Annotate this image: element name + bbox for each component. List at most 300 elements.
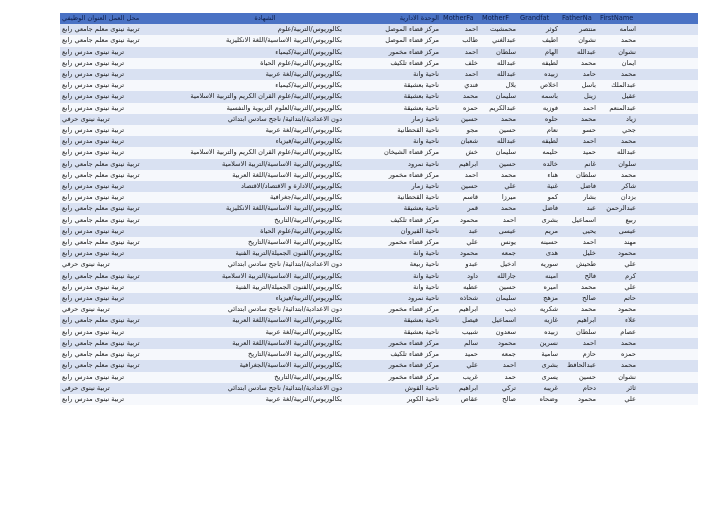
cell-first-name[interactable]: علي: [598, 259, 638, 270]
cell-mother-father[interactable]: محمد: [441, 91, 480, 102]
cell-mother-father[interactable]: سالم: [441, 338, 480, 349]
table-row[interactable]: [60, 125, 698, 136]
cell-mother-father[interactable]: طالب: [441, 35, 480, 46]
cell-certificate[interactable]: بكالوريوس/التربية الاساسية/اللغة العربية: [186, 338, 344, 349]
cell-job-title[interactable]: تربية نينوى حرفي: [60, 383, 186, 394]
cell-grandfather[interactable]: سوريه: [518, 259, 560, 270]
header-first-name[interactable]: FirstName: [598, 13, 638, 24]
cell-father-name[interactable]: احمد: [560, 136, 598, 147]
cell-unit[interactable]: مركز قضاء مخمور: [344, 237, 441, 248]
cell-mother-first[interactable]: سليمان: [480, 147, 518, 158]
cell-father-name[interactable]: حسين: [560, 372, 598, 383]
cell-unit[interactable]: ناحية بعشيقة: [344, 91, 441, 102]
table-row[interactable]: [60, 114, 698, 125]
cell-mother-father[interactable]: علي: [441, 237, 480, 248]
cell-first-name[interactable]: مهند: [598, 237, 638, 248]
cell-mother-first[interactable]: محمد: [480, 203, 518, 214]
cell-mother-father[interactable]: حميد: [441, 349, 480, 360]
table-row[interactable]: [60, 259, 698, 270]
cell-unit[interactable]: مركز قضاء تلكيف: [344, 349, 441, 360]
cell-job-title[interactable]: تربية نينوى معلم جامعي رابع: [60, 159, 186, 170]
cell-grandfather[interactable]: لطيفه: [518, 136, 560, 147]
cell-mother-first[interactable]: صالح: [480, 394, 518, 405]
cell-unit[interactable]: مركز قضاء مخمور: [344, 360, 441, 371]
cell-father-name[interactable]: نشوان: [560, 35, 598, 46]
cell-job-title[interactable]: تربية نينوى مدرس رابع: [60, 80, 186, 91]
cell-mother-first[interactable]: حسين: [480, 159, 518, 170]
cell-mother-father[interactable]: حسين: [441, 114, 480, 125]
cell-father-name[interactable]: خليل: [560, 248, 598, 259]
cell-mother-father[interactable]: علي: [441, 360, 480, 371]
cell-certificate[interactable]: بكالوريوس/التربية/علوم القران الكريم والتربية الاسلامية: [186, 147, 344, 158]
cell-certificate[interactable]: بكالوريوس/التربية/لغة عربية: [186, 69, 344, 80]
cell-first-name[interactable]: ربيع: [598, 215, 638, 226]
cell-first-name[interactable]: عبدالله: [598, 147, 638, 158]
cell-first-name[interactable]: عبدالملك: [598, 80, 638, 91]
cell-unit[interactable]: مركز قضاء الموصل: [344, 35, 441, 46]
cell-job-title[interactable]: تربية نينوى مدرس رابع: [60, 248, 186, 259]
cell-unit[interactable]: ناحية زمار: [344, 114, 441, 125]
cell-job-title[interactable]: تربية نينوى معلم جامعي رابع: [60, 271, 186, 282]
cell-grandfather[interactable]: زبيده: [518, 327, 560, 338]
cell-grandfather[interactable]: كمو: [518, 192, 560, 203]
cell-mother-father[interactable]: غريب: [441, 372, 480, 383]
cell-first-name[interactable]: عيسى: [598, 226, 638, 237]
cell-mother-father[interactable]: احمد: [441, 170, 480, 181]
cell-certificate[interactable]: بكالوريوس/التربية/كيمياء: [186, 80, 344, 91]
cell-grandfather[interactable]: مريم: [518, 226, 560, 237]
cell-first-name[interactable]: محمد: [598, 136, 638, 147]
cell-job-title[interactable]: تربية نينوى مدرس رابع: [60, 103, 186, 114]
cell-first-name[interactable]: محمود: [598, 304, 638, 315]
table-row[interactable]: [60, 136, 698, 147]
cell-mother-first[interactable]: سليمان: [480, 293, 518, 304]
cell-job-title[interactable]: تربية نينوى مدرس رابع: [60, 327, 186, 338]
cell-mother-father[interactable]: عطيه: [441, 282, 480, 293]
cell-father-name[interactable]: عبدالله: [560, 47, 598, 58]
cell-certificate[interactable]: بكالوريوس/التربية/التاريخ: [186, 215, 344, 226]
cell-unit[interactable]: ناحية بعشيقة: [344, 203, 441, 214]
cell-unit[interactable]: ناحية نمرود: [344, 159, 441, 170]
cell-mother-first[interactable]: ادخيل: [480, 259, 518, 270]
cell-grandfather[interactable]: غازيه: [518, 315, 560, 326]
cell-grandfather[interactable]: لطيفه: [518, 58, 560, 69]
cell-mother-father[interactable]: شعبان: [441, 136, 480, 147]
cell-mother-father[interactable]: احمد: [441, 47, 480, 58]
cell-first-name[interactable]: محمد: [598, 338, 638, 349]
cell-first-name[interactable]: علي: [598, 282, 638, 293]
cell-certificate[interactable]: بكالوريوس/التربية الاساسية/التربية الاسلامية: [186, 159, 344, 170]
table-row[interactable]: [60, 203, 698, 214]
table-row[interactable]: [60, 80, 698, 91]
cell-job-title[interactable]: تربية نينوى معلم جامعي رابع: [60, 349, 186, 360]
cell-unit[interactable]: ناحية بعشيقة: [344, 315, 441, 326]
cell-father-name[interactable]: محمد: [560, 304, 598, 315]
cell-father-name[interactable]: محمد: [560, 114, 598, 125]
cell-grandfather[interactable]: يسرى: [518, 372, 560, 383]
cell-job-title[interactable]: تربية نينوى معلم جامعي رابع: [60, 315, 186, 326]
cell-father-name[interactable]: سلطان: [560, 327, 598, 338]
cell-certificate[interactable]: بكالوريوس/التربية الاساسية/الجغرافية: [186, 360, 344, 371]
cell-father-name[interactable]: باسل: [560, 80, 598, 91]
cell-mother-father[interactable]: خش: [441, 147, 480, 158]
cell-job-title[interactable]: تربية نينوى مدرس رابع: [60, 282, 186, 293]
table-row[interactable]: [60, 394, 698, 405]
table-row[interactable]: [60, 181, 698, 192]
cell-certificate[interactable]: بكالوريوس/الادارة و الاقتصاد/الاقتصاد: [186, 181, 344, 192]
cell-grandfather[interactable]: وضحاه: [518, 394, 560, 405]
cell-first-name[interactable]: حمزه: [598, 349, 638, 360]
cell-grandfather[interactable]: غريبه: [518, 383, 560, 394]
cell-first-name[interactable]: بزدان: [598, 192, 638, 203]
cell-first-name[interactable]: نشوان: [598, 47, 638, 58]
cell-father-name[interactable]: عبد: [560, 203, 598, 214]
table-row[interactable]: [60, 24, 698, 35]
cell-mother-father[interactable]: داود: [441, 271, 480, 282]
cell-mother-first[interactable]: عبدالله: [480, 58, 518, 69]
cell-grandfather[interactable]: نسرين: [518, 338, 560, 349]
cell-job-title[interactable]: تربية نينوى مدرس رابع: [60, 91, 186, 102]
cell-first-name[interactable]: حاتم: [598, 293, 638, 304]
cell-grandfather[interactable]: فاضل: [518, 203, 560, 214]
cell-father-name[interactable]: يحيى: [560, 226, 598, 237]
cell-father-name[interactable]: محمود: [560, 394, 598, 405]
table-row[interactable]: [60, 69, 698, 80]
table-row[interactable]: [60, 147, 698, 158]
cell-grandfather[interactable]: حلوه: [518, 114, 560, 125]
cell-certificate[interactable]: بكالوريوس/التربية الاساسية/التربية الاسلامية: [186, 271, 344, 282]
cell-certificate[interactable]: بكالوريوس/التربية/العلوم التربوية والنفسية: [186, 103, 344, 114]
cell-job-title[interactable]: تربية نينوى مدرس رابع: [60, 47, 186, 58]
cell-certificate[interactable]: بكالوريوس/التربية/فيزياء: [186, 293, 344, 304]
cell-certificate[interactable]: بكالوريوس/التربية الاساسية/اللغة العربية: [186, 170, 344, 181]
header-grandfather[interactable]: Grandfat: [518, 13, 560, 24]
cell-mother-first[interactable]: محمد: [480, 114, 518, 125]
cell-first-name[interactable]: محمود: [598, 248, 638, 259]
cell-mother-first[interactable]: بلال: [480, 80, 518, 91]
cell-mother-first[interactable]: محمد: [480, 170, 518, 181]
cell-job-title[interactable]: تربية نينوى مدرس رابع: [60, 226, 186, 237]
cell-grandfather[interactable]: امينه: [518, 271, 560, 282]
cell-unit[interactable]: مركز قضاء تلكيف: [344, 215, 441, 226]
cell-unit[interactable]: مركز قضاء مخمور: [344, 170, 441, 181]
cell-unit[interactable]: ناحية القحطانية: [344, 192, 441, 203]
cell-unit[interactable]: ناحية زمار: [344, 181, 441, 192]
cell-first-name[interactable]: علاء: [598, 315, 638, 326]
cell-grandfather[interactable]: اميره: [518, 282, 560, 293]
cell-first-name[interactable]: عبدالرحمن: [598, 203, 638, 214]
cell-grandfather[interactable]: بشرى: [518, 215, 560, 226]
table-row[interactable]: [60, 47, 698, 58]
cell-job-title[interactable]: تربية نينوى مدرس رابع: [60, 147, 186, 158]
cell-first-name[interactable]: محمد: [598, 35, 638, 46]
table-row[interactable]: [60, 91, 698, 102]
cell-first-name[interactable]: شاكر: [598, 181, 638, 192]
cell-grandfather[interactable]: حسينه: [518, 237, 560, 248]
cell-unit[interactable]: ناحية ربيعة: [344, 259, 441, 270]
cell-father-name[interactable]: حازم: [560, 349, 598, 360]
cell-mother-first[interactable]: احمد: [480, 215, 518, 226]
cell-mother-first[interactable]: عيسى: [480, 226, 518, 237]
cell-job-title[interactable]: تربية نينوى مدرس رابع: [60, 181, 186, 192]
cell-mother-father[interactable]: قمر: [441, 203, 480, 214]
cell-mother-first[interactable]: عبدالله: [480, 136, 518, 147]
table-row[interactable]: [60, 35, 698, 46]
table-row[interactable]: [60, 159, 698, 170]
cell-father-name[interactable]: احمد: [560, 103, 598, 114]
cell-mother-father[interactable]: محمود: [441, 215, 480, 226]
cell-mother-father[interactable]: فيصل: [441, 315, 480, 326]
cell-job-title[interactable]: تربية نينوى حرفي: [60, 304, 186, 315]
cell-grandfather[interactable]: كوثر: [518, 24, 560, 35]
table-row[interactable]: [60, 271, 698, 282]
cell-father-name[interactable]: احمد: [560, 338, 598, 349]
cell-mother-first[interactable]: سلطان: [480, 47, 518, 58]
cell-grandfather[interactable]: الهام: [518, 47, 560, 58]
cell-certificate[interactable]: بكالوريوس/التربية/علوم الحياة: [186, 58, 344, 69]
header-job-title[interactable]: محل العمل العنوان الوظيفي: [60, 13, 186, 24]
cell-mother-first[interactable]: سعدون: [480, 327, 518, 338]
cell-first-name[interactable]: كرم: [598, 271, 638, 282]
cell-mother-father[interactable]: عقاص: [441, 394, 480, 405]
cell-father-name[interactable]: ابراهيم: [560, 315, 598, 326]
cell-job-title[interactable]: تربية نينوى مدرس رابع: [60, 125, 186, 136]
cell-grandfather[interactable]: فوزيه: [518, 103, 560, 114]
cell-mother-first[interactable]: احمد: [480, 360, 518, 371]
cell-mother-father[interactable]: شحاذه: [441, 293, 480, 304]
cell-first-name[interactable]: محمد: [598, 360, 638, 371]
cell-father-name[interactable]: محمد: [560, 282, 598, 293]
cell-unit[interactable]: ناحية القيروان: [344, 226, 441, 237]
cell-certificate[interactable]: بكالوريوس/التربية/التاريخ: [186, 372, 344, 383]
cell-mother-first[interactable]: محمود: [480, 338, 518, 349]
cell-first-name[interactable]: عصام: [598, 327, 638, 338]
cell-father-name[interactable]: فالح: [560, 271, 598, 282]
cell-grandfather[interactable]: هدى: [518, 248, 560, 259]
cell-certificate[interactable]: بكالوريوس/التربية الاساسية/اللغة الانكليزية: [186, 203, 344, 214]
cell-mother-first[interactable]: جمعه: [480, 248, 518, 259]
cell-mother-first[interactable]: جارالله: [480, 271, 518, 282]
cell-certificate[interactable]: بكالوريوس/التربية الاساسية/التاريخ: [186, 237, 344, 248]
header-father-name[interactable]: FatherNa: [560, 13, 598, 24]
cell-job-title[interactable]: تربية نينوى مدرس رابع: [60, 394, 186, 405]
cell-certificate[interactable]: بكالوريوس/الفنون الجميلة/التربية الفنية: [186, 282, 344, 293]
cell-father-name[interactable]: زينل: [560, 91, 598, 102]
header-mother-father[interactable]: MotherFa: [441, 13, 480, 24]
cell-unit[interactable]: مركز قضاء مخمور: [344, 304, 441, 315]
cell-certificate[interactable]: بكالوريوس/التربية الاساسية/اللغة العربية: [186, 315, 344, 326]
cell-unit[interactable]: ناحية وانة: [344, 282, 441, 293]
cell-grandfather[interactable]: اطيف: [518, 35, 560, 46]
cell-certificate[interactable]: دون الاعدادية/ابتدائية/ ناجح سادس ابتدائي: [186, 383, 344, 394]
cell-father-name[interactable]: فاضل: [560, 181, 598, 192]
cell-job-title[interactable]: تربية نينوى مدرس رابع: [60, 192, 186, 203]
cell-mother-first[interactable]: اسماعيل: [480, 315, 518, 326]
cell-certificate[interactable]: بكالوريوس/التربية/جغرافية: [186, 192, 344, 203]
cell-grandfather[interactable]: نعام: [518, 125, 560, 136]
cell-unit[interactable]: ناحية الكوير: [344, 394, 441, 405]
cell-mother-father[interactable]: خلف: [441, 58, 480, 69]
cell-unit[interactable]: ناحية وانة: [344, 248, 441, 259]
cell-job-title[interactable]: تربية نينوى حرفي: [60, 259, 186, 270]
cell-grandfather[interactable]: باسمه: [518, 91, 560, 102]
cell-mother-first[interactable]: محمشيت: [480, 24, 518, 35]
cell-father-name[interactable]: سلطان: [560, 170, 598, 181]
cell-mother-father[interactable]: احمد: [441, 24, 480, 35]
cell-grandfather[interactable]: غنية: [518, 181, 560, 192]
cell-job-title[interactable]: تربية نينوى حرفي: [60, 114, 186, 125]
cell-mother-first[interactable]: ميرزا: [480, 192, 518, 203]
cell-certificate[interactable]: بكالوريوس/التربية/فيزياء: [186, 136, 344, 147]
cell-mother-father[interactable]: ابراهيم: [441, 304, 480, 315]
table-row[interactable]: [60, 192, 698, 203]
cell-mother-father[interactable]: قاسم: [441, 192, 480, 203]
cell-certificate[interactable]: دون الاعدادية/ابتدائية/ ناجح سادس ابتدائي: [186, 304, 344, 315]
cell-certificate[interactable]: بكالوريوس/التربية/لغة عربية: [186, 327, 344, 338]
cell-unit[interactable]: مركز قضاء الموصل: [344, 24, 441, 35]
header-mother-first[interactable]: MotherF: [480, 13, 518, 24]
cell-unit[interactable]: ناحية القحطانية: [344, 125, 441, 136]
cell-job-title[interactable]: تربية نينوى معلم جامعي رابع: [60, 170, 186, 181]
table-row[interactable]: [60, 360, 698, 371]
cell-father-name[interactable]: اسماعيل: [560, 215, 598, 226]
cell-mother-father[interactable]: شبيب: [441, 327, 480, 338]
header-unit[interactable]: الوحدة الادارية: [344, 13, 441, 24]
table-row[interactable]: [60, 215, 698, 226]
cell-certificate[interactable]: بكالوريوس/التربية/علوم القران الكريم والتربية الاسلامية: [186, 91, 344, 102]
cell-certificate[interactable]: بكالوريوس/الفنون الجميلة/التربية الفنية: [186, 248, 344, 259]
cell-first-name[interactable]: علي: [598, 394, 638, 405]
cell-unit[interactable]: ناحية بعشيقة: [344, 327, 441, 338]
cell-job-title[interactable]: تربية نينوى معلم جامعي رابع: [60, 237, 186, 248]
cell-father-name[interactable]: عبدالحافظ: [560, 360, 598, 371]
cell-mother-father[interactable]: حسين: [441, 181, 480, 192]
cell-job-title[interactable]: تربية نينوى مدرس رابع: [60, 58, 186, 69]
cell-job-title[interactable]: تربية نينوى مدرس رابع: [60, 69, 186, 80]
cell-mother-first[interactable]: حسين: [480, 282, 518, 293]
cell-mother-father[interactable]: فندي: [441, 80, 480, 91]
cell-grandfather[interactable]: شكريه: [518, 304, 560, 315]
cell-grandfather[interactable]: سامية: [518, 349, 560, 360]
cell-mother-father[interactable]: عبدو: [441, 259, 480, 270]
table-row[interactable]: [60, 226, 698, 237]
cell-mother-father[interactable]: احمد: [441, 69, 480, 80]
cell-first-name[interactable]: اسامه: [598, 24, 638, 35]
cell-grandfather[interactable]: اخلاص: [518, 80, 560, 91]
cell-certificate[interactable]: بكالوريوس/التربية/لغة عربية: [186, 394, 344, 405]
cell-grandfather[interactable]: هناء: [518, 170, 560, 181]
table-row[interactable]: [60, 338, 698, 349]
cell-certificate[interactable]: بكالوريوس/التربية الاساسية/اللغة الانكليزية: [186, 35, 344, 46]
cell-mother-first[interactable]: ذيب: [480, 304, 518, 315]
cell-father-name[interactable]: غانم: [560, 159, 598, 170]
cell-first-name[interactable]: ثائر: [598, 383, 638, 394]
table-row[interactable]: [60, 349, 698, 360]
cell-unit[interactable]: مركز قضاء مخمور: [344, 47, 441, 58]
cell-first-name[interactable]: نشوان: [598, 372, 638, 383]
cell-mother-father[interactable]: حمزه: [441, 103, 480, 114]
cell-job-title[interactable]: تربية نينوى معلم جامعي رابع: [60, 338, 186, 349]
cell-unit[interactable]: ناحية بعشيقة: [344, 103, 441, 114]
cell-mother-first[interactable]: سليمان: [480, 91, 518, 102]
cell-mother-father[interactable]: مجو: [441, 125, 480, 136]
cell-mother-father[interactable]: ابراهيم: [441, 383, 480, 394]
cell-first-name[interactable]: عبدالمنعم: [598, 103, 638, 114]
cell-father-name[interactable]: حامد: [560, 69, 598, 80]
table-row[interactable]: [60, 315, 698, 326]
cell-unit[interactable]: مركز قضاء تلكيف: [344, 58, 441, 69]
cell-father-name[interactable]: صالح: [560, 293, 598, 304]
cell-father-name[interactable]: محمد: [560, 58, 598, 69]
cell-mother-first[interactable]: تركي: [480, 383, 518, 394]
cell-unit[interactable]: مركز قضاء الشيخان: [344, 147, 441, 158]
table-row[interactable]: [60, 383, 698, 394]
cell-certificate[interactable]: بكالوريوس/التربية/علوم: [186, 24, 344, 35]
cell-father-name[interactable]: حسو: [560, 125, 598, 136]
cell-job-title[interactable]: تربية نينوى معلم جامعي رابع: [60, 203, 186, 214]
table-row[interactable]: [60, 372, 698, 383]
cell-father-name[interactable]: حميد: [560, 147, 598, 158]
cell-certificate[interactable]: دون الاعدادية/ابتدائية/ ناجح سادس ابتدائي: [186, 259, 344, 270]
cell-unit[interactable]: ناحية بعشيقة: [344, 80, 441, 91]
cell-mother-father[interactable]: ابراهيم: [441, 159, 480, 170]
cell-mother-first[interactable]: يونس: [480, 237, 518, 248]
cell-first-name[interactable]: زياد: [598, 114, 638, 125]
cell-mother-father[interactable]: محمود: [441, 248, 480, 259]
cell-first-name[interactable]: سلوان: [598, 159, 638, 170]
cell-father-name[interactable]: طحيش: [560, 259, 598, 270]
table-row[interactable]: [60, 327, 698, 338]
cell-job-title[interactable]: تربية نينوى مدرس رابع: [60, 372, 186, 383]
table-row[interactable]: [60, 237, 698, 248]
cell-grandfather[interactable]: خالده: [518, 159, 560, 170]
header-certificate[interactable]: الشهادة: [186, 13, 344, 24]
table-row[interactable]: [60, 170, 698, 181]
cell-mother-first[interactable]: علي: [480, 181, 518, 192]
cell-mother-first[interactable]: حمد: [480, 372, 518, 383]
cell-mother-first[interactable]: عبدالكريم: [480, 103, 518, 114]
cell-mother-father[interactable]: عبد: [441, 226, 480, 237]
cell-first-name[interactable]: جحي: [598, 125, 638, 136]
cell-job-title[interactable]: تربية نينوى مدرس رابع: [60, 293, 186, 304]
cell-mother-first[interactable]: عبدالغني: [480, 35, 518, 46]
cell-mother-first[interactable]: جمعه: [480, 349, 518, 360]
cell-mother-first[interactable]: حسين: [480, 125, 518, 136]
cell-certificate[interactable]: بكالوريوس/التربية/لغة عربية: [186, 125, 344, 136]
cell-job-title[interactable]: تربية نينوى معلم جامعي رابع: [60, 215, 186, 226]
cell-certificate[interactable]: بكالوريوس/التربية/علوم الحياة: [186, 226, 344, 237]
cell-first-name[interactable]: محمد: [598, 69, 638, 80]
cell-father-name[interactable]: منتصر: [560, 24, 598, 35]
cell-first-name[interactable]: محمد: [598, 170, 638, 181]
table-row[interactable]: [60, 248, 698, 259]
cell-unit[interactable]: ناحية القوش: [344, 383, 441, 394]
cell-mother-first[interactable]: عبدالله: [480, 69, 518, 80]
cell-grandfather[interactable]: مزهج: [518, 293, 560, 304]
cell-certificate[interactable]: بكالوريوس/التربية/كيمياء: [186, 47, 344, 58]
cell-grandfather[interactable]: بشرى: [518, 360, 560, 371]
cell-unit[interactable]: ناحية نمرود: [344, 293, 441, 304]
table-row[interactable]: [60, 282, 698, 293]
cell-unit[interactable]: ناحية وانة: [344, 271, 441, 282]
cell-first-name[interactable]: ايمان: [598, 58, 638, 69]
table-row[interactable]: [60, 103, 698, 114]
cell-certificate[interactable]: بكالوريوس/التربية الاساسية/التاريخ: [186, 349, 344, 360]
cell-job-title[interactable]: تربية نينوى معلم جامعي رابع: [60, 360, 186, 371]
cell-grandfather[interactable]: حليمه: [518, 147, 560, 158]
cell-unit[interactable]: مركز قضاء مخمور: [344, 338, 441, 349]
cell-job-title[interactable]: تربية نينوى معلم جامعي رابع: [60, 35, 186, 46]
